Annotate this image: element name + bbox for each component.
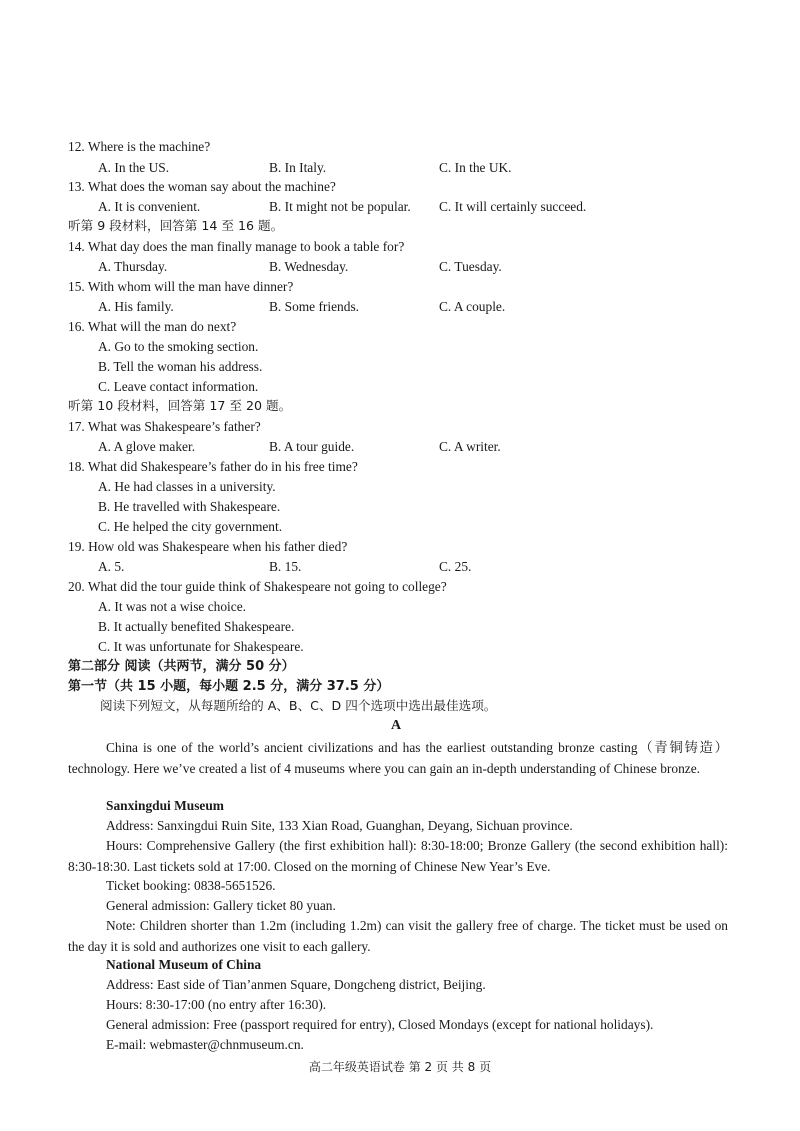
q20-option-a: A. It was not a wise choice. (98, 599, 246, 614)
q13-option-b: B. It might not be popular. (269, 199, 411, 214)
national-email: E-mail: webmaster@chnmuseum.cn. (106, 1037, 304, 1052)
q12-option-c: C. In the UK. (439, 160, 512, 175)
passage-letter: A (391, 718, 402, 733)
page-footer: 高二年级英语试卷 第 2 页 共 8 页 (308, 1060, 492, 1074)
national-hours: Hours: 8:30-17:00 (no entry after 16:30). (106, 997, 327, 1012)
q15-option-b: B. Some friends. (269, 299, 360, 314)
section-one-heading: 第一节（共 15 小题，每小题 2.5 分，满分 37.5 分） (68, 679, 390, 694)
sanxingdui-ticket-booking: Ticket booking: 0838-5651526. (106, 878, 276, 893)
question-13: 13. What does the woman say about the machine? (68, 179, 336, 194)
museum-name-national: National Museum of China (106, 957, 262, 972)
instruction-part-9: 听第 9 段材料，回答第 14 至 16 题。 (68, 218, 284, 233)
national-address: Address: East side of Tian’anmen Square, Dongcheng district, Beijing. (106, 977, 486, 992)
sanxingdui-hours: Hours: Comprehensive Gallery (the first exhibition hall): 8:30-18:00; Bronze Gallery (the second exhibition hall): 8:30-18:30. Last tickets sold at 17:00. Closed on the morning of Chinese New Year’s Eve. (68, 838, 728, 874)
q19-option-b: B. 15. (269, 559, 302, 574)
part-two-heading: 第二部分 阅读（共两节，满分 50 分） (68, 659, 295, 674)
q15-option-c: C. A couple. (439, 299, 506, 314)
q16-option-c: C. Leave contact information. (98, 379, 259, 394)
q17-option-c: C. A writer. (439, 439, 501, 454)
question-12: 12. Where is the machine? (68, 139, 211, 154)
q14-option-c: C. Tuesday. (439, 259, 502, 274)
museum-name-sanxingdui: Sanxingdui Museum (106, 798, 224, 813)
q16-option-b: B. Tell the woman his address. (98, 359, 263, 374)
q15-option-a: A. His family. (98, 299, 174, 314)
q17-option-b: B. A tour guide. (269, 439, 355, 454)
q18-option-a: A. He had classes in a university. (98, 479, 276, 494)
q20-option-c: C. It was unfortunate for Shakespeare. (98, 639, 304, 654)
question-14: 14. What day does the man finally manage to book a table for? (68, 239, 405, 254)
q13-option-a: A. It is convenient. (98, 199, 201, 214)
reading-instruction: 阅读下列短文，从每题所给的 A、B、C、D 四个选项中选出最佳选项。 (100, 698, 497, 713)
q12-option-b: B. In Italy. (269, 160, 327, 175)
q12-option-a: A. In the US. (98, 160, 170, 175)
question-17: 17. What was Shakespeare’s father? (68, 419, 261, 434)
question-15: 15. With whom will the man have dinner? (68, 279, 294, 294)
question-19: 19. How old was Shakespeare when his father died? (68, 539, 348, 554)
national-admission: General admission: Free (passport required for entry), Closed Mondays (except for national holidays). (106, 1017, 654, 1032)
q16-option-a: A. Go to the smoking section. (98, 339, 259, 354)
sanxingdui-admission: General admission: Gallery ticket 80 yuan. (106, 898, 336, 913)
q13-option-c: C. It will certainly succeed. (439, 199, 587, 214)
q17-option-a: A. A glove maker. (98, 439, 196, 454)
passage-intro: China is one of the world’s ancient civilizations and has the earliest outstanding bronze casting（青铜铸造）technology. Here we’ve created a list of 4 museums where you can gain an in-depth understanding of Chinese bronze. (68, 740, 728, 776)
q19-option-c: C. 25. (439, 559, 472, 574)
question-16: 16. What will the man do next? (68, 319, 237, 334)
question-18: 18. What did Shakespeare’s father do in his free time? (68, 459, 358, 474)
q20-option-b: B. It actually benefited Shakespeare. (98, 619, 295, 634)
sanxingdui-note: Note: Children shorter than 1.2m (including 1.2m) can visit the gallery free of charge. The ticket must be used on the day it is sold and authorizes one visit to each gallery. (68, 918, 728, 954)
question-20: 20. What did the tour guide think of Shakespeare not going to college? (68, 579, 447, 594)
q19-option-a: A. 5. (98, 559, 125, 574)
q14-option-a: A. Thursday. (98, 259, 168, 274)
q18-option-b: B. He travelled with Shakespeare. (98, 499, 281, 514)
sanxingdui-address: Address: Sanxingdui Ruin Site, 133 Xian Road, Guanghan, Deyang, Sichuan province. (106, 818, 573, 833)
q14-option-b: B. Wednesday. (269, 259, 349, 274)
q18-option-c: C. He helped the city government. (98, 519, 283, 534)
instruction-part-10: 听第 10 段材料，回答第 17 至 20 题。 (68, 398, 292, 413)
